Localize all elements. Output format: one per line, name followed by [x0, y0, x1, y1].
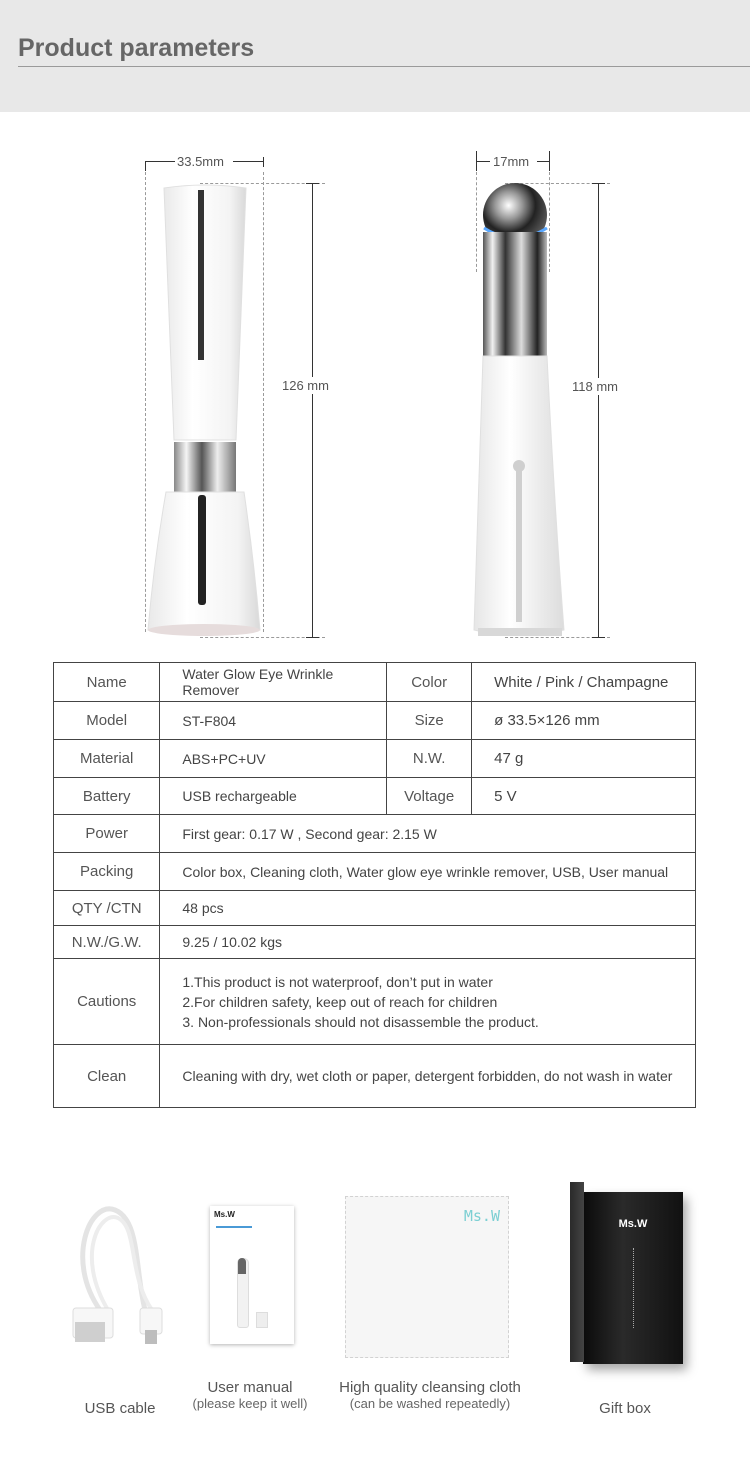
- nwgw-value: 9.25 / 10.02 kgs: [160, 926, 696, 959]
- dim-tick: [549, 151, 550, 171]
- material-value: ABS+PC+UV: [160, 740, 387, 778]
- manual-device-cap: [256, 1312, 268, 1328]
- power-label: Power: [54, 815, 160, 853]
- user-manual-image: [210, 1206, 294, 1344]
- nw-value: 47 g: [472, 740, 696, 778]
- dim-tick: [306, 637, 319, 638]
- packing-value: Color box, Cleaning cloth, Water glow eye wrinkle remover, USB, User manual: [160, 853, 696, 891]
- model-value: ST-F804: [160, 702, 387, 740]
- cloth-sub-text: (can be washed repeatedly): [349, 1396, 511, 1411]
- table-row: [54, 815, 696, 853]
- left-height-label: 126 mm: [282, 378, 329, 393]
- dim-line: [233, 161, 263, 162]
- material-label: Material: [54, 740, 160, 778]
- height-dim-line: [598, 183, 599, 638]
- table-row: [54, 853, 696, 891]
- left-width-label: 33.5mm: [177, 154, 224, 169]
- dim-tick: [592, 637, 605, 638]
- table-row: [54, 740, 696, 778]
- manual-brand: Ms.W: [214, 1210, 235, 1219]
- gift-box-side: [570, 1182, 584, 1362]
- caution-item: 3. Non-professionals should not disassemble the product.: [182, 1013, 539, 1030]
- table-row: [54, 1045, 696, 1108]
- table-row: [54, 702, 696, 740]
- size-value: ø 33.5×126 mm: [472, 702, 696, 740]
- right-width-label: 17mm: [493, 154, 530, 169]
- nwgw-label: N.W./G.W.: [54, 926, 160, 959]
- nw-label: N.W.: [387, 740, 472, 778]
- dim-tick: [592, 183, 605, 184]
- giftbox-brand: Ms.W: [618, 1218, 648, 1230]
- right-height-label: 118 mm: [572, 379, 618, 394]
- battery-value: USB rechargeable: [160, 778, 387, 815]
- color-value: White / Pink / Champagne: [472, 663, 696, 702]
- clean-label: Clean: [54, 1045, 160, 1108]
- manual-device-head: [238, 1258, 246, 1274]
- table-row: [54, 926, 696, 959]
- voltage-value: 5 V: [472, 778, 696, 815]
- cautions-list: [160, 959, 696, 1045]
- gift-box-image: [583, 1192, 683, 1364]
- power-value: First gear: 0.17 W , Second gear: 2.15 W: [160, 815, 696, 853]
- cloth-brand: Ms.W: [463, 1207, 500, 1225]
- name-value: Water Glow Eye Wrinkle Remover: [160, 663, 387, 702]
- user-manual-label: [180, 1379, 320, 1411]
- dim-tick: [306, 183, 319, 184]
- usb-cable-image: [70, 1200, 170, 1360]
- height-dim-line: [312, 183, 313, 638]
- gift-box-label: Gift box: [599, 1400, 651, 1417]
- table-row: [54, 959, 696, 1045]
- cautions-label: Cautions: [54, 959, 160, 1045]
- clean-value: Cleaning with dry, wet cloth or paper, detergent forbidden, do not wash in water: [160, 1045, 696, 1108]
- caution-item: 1.This product is not waterproof, don’t put in water: [182, 973, 493, 990]
- cloth-label-text: High quality cleansing cloth: [339, 1379, 521, 1396]
- giftbox-decoration: [633, 1248, 635, 1328]
- table-row: [54, 891, 696, 926]
- voltage-label: Voltage: [387, 778, 472, 815]
- usb-cable-label: USB cable: [84, 1400, 156, 1417]
- dim-line: [145, 161, 175, 162]
- qty-label: QTY /CTN: [54, 891, 160, 926]
- cleansing-cloth-image: [345, 1196, 509, 1358]
- eye-device-closed-image: [140, 180, 270, 640]
- manual-sub-text: (please keep it well): [192, 1396, 308, 1411]
- dim-line: [476, 161, 490, 162]
- qty-value: 48 pcs: [160, 891, 696, 926]
- battery-label: Battery: [54, 778, 160, 815]
- cleansing-cloth-label: [325, 1379, 535, 1411]
- manual-title-bar: [216, 1226, 252, 1250]
- dim-tick: [145, 161, 146, 171]
- table-row: [54, 663, 696, 702]
- packing-label: Packing: [54, 853, 160, 891]
- color-label: Color: [387, 663, 472, 702]
- table-row: [54, 778, 696, 815]
- model-label: Model: [54, 702, 160, 740]
- caution-item: 2.For children safety, keep out of reach for children: [182, 993, 498, 1010]
- size-label: Size: [387, 702, 472, 740]
- spec-table: [53, 662, 696, 1108]
- dim-tick: [263, 157, 264, 167]
- manual-label-text: User manual: [207, 1379, 293, 1396]
- page-title: Product parameters: [18, 34, 255, 62]
- eye-device-open-image: [470, 180, 570, 640]
- name-label: Name: [54, 663, 160, 702]
- dim-line: [537, 161, 549, 162]
- title-rule: [18, 66, 750, 67]
- header-band: [0, 0, 750, 112]
